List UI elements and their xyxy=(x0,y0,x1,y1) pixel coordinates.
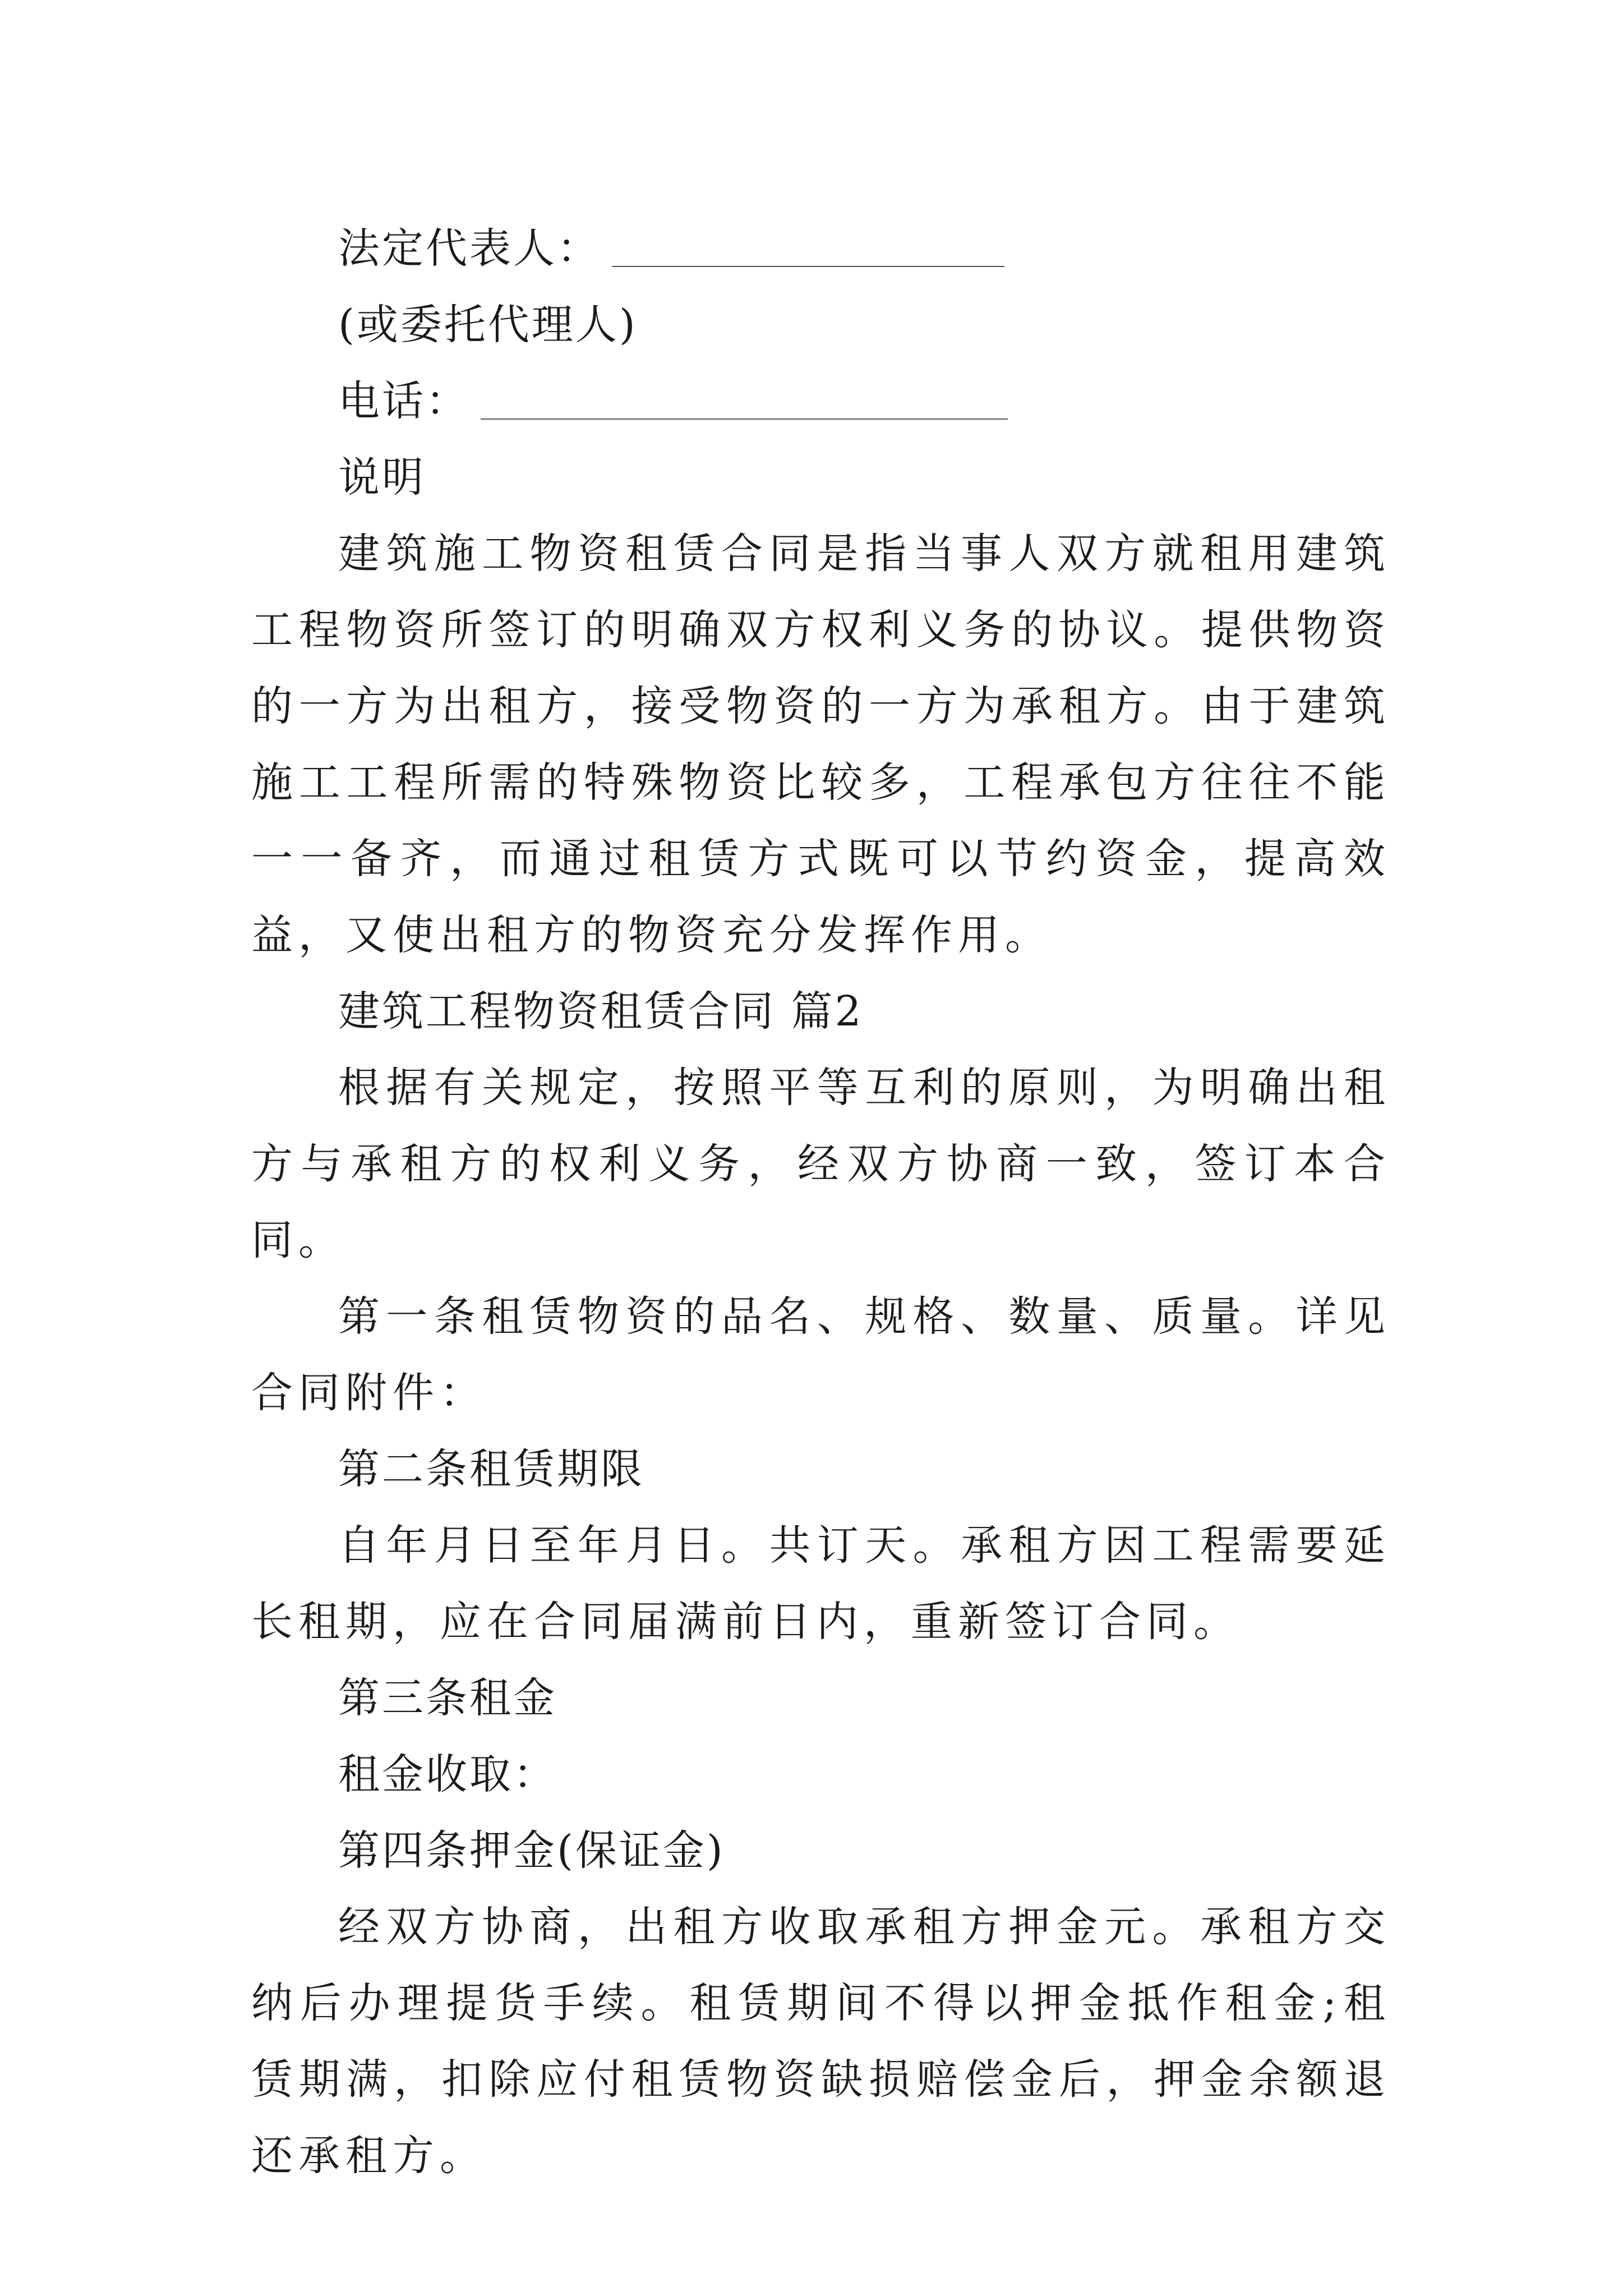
phone-label: 电话： xyxy=(338,377,469,425)
article-3-heading: 第三条租金 xyxy=(338,1674,557,1722)
authorized-agent-label: (或委托代理人) xyxy=(338,301,638,349)
legal-representative-line xyxy=(251,210,1391,287)
article-2-paragraph: 自年月日至年月日。共订天。承租方因工程需要延长租期，应在合同届满前日内，重新签订合同。 xyxy=(251,1521,1391,1646)
legal-representative-blank xyxy=(612,243,1004,267)
article-2-heading: 第二条租赁期限 xyxy=(338,1445,644,1493)
article-4-heading: 第四条押金(保证金) xyxy=(338,1826,725,1875)
document-body xyxy=(251,210,1391,2194)
phone-line xyxy=(251,363,1391,439)
contract-title-2: 建筑工程物资租赁合同 篇2 xyxy=(338,987,864,1036)
article-3-paragraph: 租金收取： xyxy=(338,1750,557,1798)
article-4-paragraph: 经双方协商，出租方收取承租方押金元。承租方交纳后办理提货手续。租赁期间不得以押金抵作租金;租赁期满，扣除应付租赁物资缺损赔偿金后，押金余额退还承租方。 xyxy=(251,1903,1391,2180)
note-paragraph: 建筑施工物资租赁合同是指当事人双方就租用建筑工程物资所签订的明确双方权利义务的协议。提供物资的一方为出租方，接受物资的一方为承租方。由于建筑施工工程所需的特殊物资比较多，工程承包方往往不能一一备齐，而通过租赁方式既可以节约资金，提高效益，又使出租方的物资充分发挥作用。 xyxy=(251,530,1391,959)
legal-representative-label: 法定代表人： xyxy=(338,224,601,273)
phone-blank xyxy=(481,396,1008,420)
note-heading: 说明 xyxy=(338,453,426,501)
intro-paragraph: 根据有关规定，按照平等互利的原则，为明确出租方与承租方的权利义务，经双方协商一致，签订本合同。 xyxy=(251,1064,1391,1264)
article-1-paragraph: 第一条租赁物资的品名、规格、数量、质量。详见合同附件： xyxy=(251,1292,1391,1417)
